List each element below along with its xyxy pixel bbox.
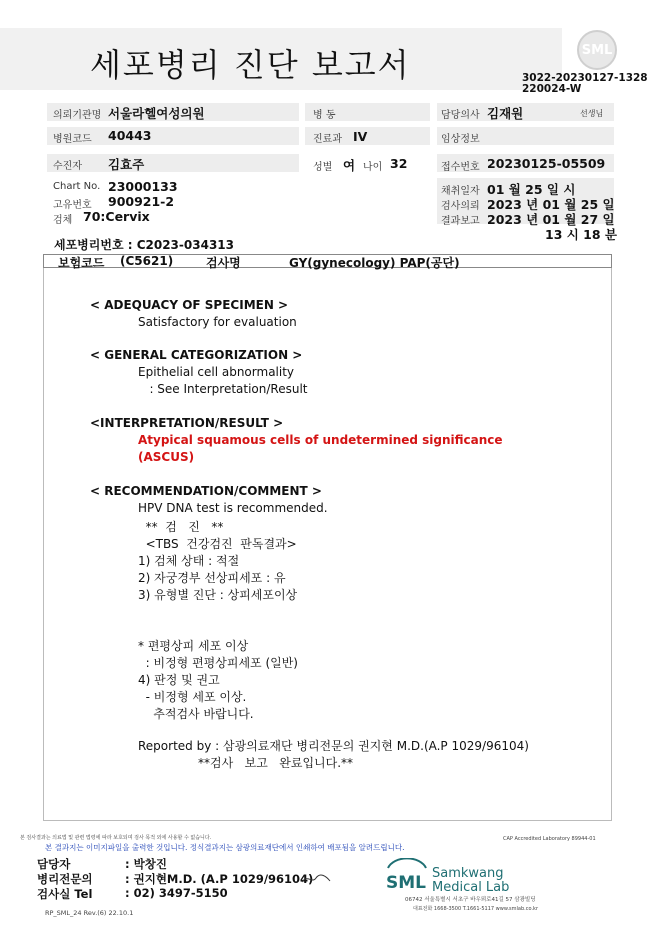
sex-label: 성별 [313, 162, 333, 173]
insurance-code-label: 보험코드 [58, 256, 105, 270]
page-title: 세포병리 진단 보고서 [90, 46, 411, 84]
tel-value: : 02) 3497-5150 [125, 886, 228, 900]
pathologist-label: 병리전문의 [37, 872, 93, 886]
contact: 대표전화 1668-3500 T.1661-5117 www.smlab.co.kr [413, 906, 538, 912]
sml-brand-logo-icon [384, 858, 430, 892]
collect-label: 채취일자 [441, 186, 480, 197]
test-name-label: 검사명 [206, 256, 241, 270]
ward-label: 병 동 [313, 110, 336, 121]
doctor-label: 담당의사 [441, 110, 480, 121]
address: 06742 서울특별시 서초구 바우뫼로41길 57 삼광빌딩 [405, 897, 536, 903]
pathology-number: 세포병리번호 : C2023-034313 [54, 238, 234, 252]
clinical-label: 임상정보 [441, 134, 480, 145]
collect-value: 01 월 25 일 시 [487, 182, 576, 197]
staff-value: : 박창진 [125, 857, 167, 871]
code-bar [43, 254, 612, 268]
specimen-label: 검체 [53, 215, 73, 226]
sml-logo-icon: SML [577, 30, 617, 70]
pathologist-value: : 권지현M.D. (A.P 1029/96104) [125, 872, 314, 886]
report-value: 2023 년 01 월 27 일 [487, 212, 615, 227]
request-label: 검사의뢰 [441, 201, 480, 212]
patient-label: 수진자 [53, 161, 82, 172]
doctor-suffix: 선생님 [580, 109, 604, 118]
shade [47, 154, 299, 172]
age-value: 32 [390, 156, 408, 171]
dept-label: 진료과 [313, 134, 342, 145]
brand-name-2: Medical Lab [432, 880, 510, 895]
hospcode-label: 병원코드 [53, 134, 92, 145]
age-label: 나이 [363, 162, 383, 173]
specimen-value: 70:Cervix [83, 209, 150, 224]
recommendation-line: 4) 판정 및 권고 [138, 673, 220, 687]
receipt-value: 20230125-05509 [487, 156, 606, 171]
id-value: 900921-2 [108, 194, 175, 209]
brand-name-1: Samkwang [432, 866, 504, 881]
report-time: 13 시 18 분 [545, 227, 617, 242]
general-text-2: : See Interpretation/Result [138, 382, 308, 396]
report-label: 결과보고 [441, 216, 480, 227]
recommendation-heading: < RECOMMENDATION/COMMENT > [90, 484, 322, 498]
insurance-code: (C5621) [120, 254, 174, 268]
result-frame [43, 254, 612, 821]
recommendation-line: - 비정형 세포 이상. [138, 690, 247, 704]
dept-value: IV [353, 129, 368, 144]
hospital-value: 서울라헬여성의원 [108, 106, 205, 121]
form-code: RP_SML_24 Rev.(6) 22.10.1 [45, 909, 134, 917]
signature-icon [300, 872, 332, 886]
test-name: GY(gynecology) PAP(공단) [289, 256, 460, 270]
patient-value: 김효주 [108, 157, 145, 172]
recommendation-line: HPV DNA test is recommended. [138, 501, 328, 515]
receipt-label: 접수번호 [441, 162, 480, 173]
recommendation-line: : 비정형 편평상피세포 (일반) [138, 656, 298, 670]
hospcode-value: 40443 [108, 128, 152, 143]
recommendation-line: 2) 자궁경부 선상피세포 : 유 [138, 571, 286, 585]
recommendation-line: 추적검사 바랍니다. [138, 707, 254, 721]
interpretation-result-2: (ASCUS) [138, 450, 195, 464]
adequacy-text: Satisfactory for evaluation [138, 315, 297, 329]
reported-by: Reported by : 삼광의료재단 병리전문의 권지현 M.D.(A.P 1029/96104) [138, 739, 529, 753]
chart-value: 23000133 [108, 179, 178, 194]
notice-line-1: 본 검사결과는 의료법 및 관련 법령에 따라 보호되며 검사 목적 외에 사용할 수 없습니다. [20, 835, 212, 841]
report-complete: **검사 보고 완료입니다.** [198, 756, 354, 770]
tel-label: 검사실 Tel [37, 887, 93, 901]
doctor-value: 김재원 [487, 106, 524, 121]
svg-text:SML: SML [386, 873, 426, 892]
recommendation-line: <TBS 건강검진 판독결과> [138, 537, 297, 551]
hospital-label: 의뢰기관명 [53, 110, 102, 121]
document-number: 3022-20230127-1328 220024-W [522, 72, 648, 95]
id-label: 고유번호 [53, 200, 92, 211]
interpretation-heading: <INTERPRETATION/RESULT > [90, 416, 284, 430]
sex-value: 여 [343, 158, 356, 173]
recommendation-line: 1) 검체 상태 : 적절 [138, 554, 240, 568]
cap-accreditation: CAP Accredited Laboratory 89944-01 [503, 836, 596, 842]
general-heading: < GENERAL CATEGORIZATION > [90, 348, 303, 362]
general-text-1: Epithelial cell abnormality [138, 365, 295, 379]
notice-line-2: 본 결과지는 이미지파일을 출력한 것입니다. 정식결과지는 삼광의료재단에서 인쇄하여 배포됨을 알려드립니다. [45, 843, 405, 852]
interpretation-result-1: Atypical squamous cells of undetermined significance [138, 433, 503, 447]
chart-label: Chart No. [53, 181, 101, 192]
adequacy-heading: < ADEQUACY OF SPECIMEN > [90, 298, 289, 312]
request-value: 2023 년 01 월 25 일 [487, 197, 615, 212]
recommendation-line: ** 검 진 ** [138, 520, 224, 534]
recommendation-line: 3) 유형별 진단 : 상피세포이상 [138, 588, 298, 602]
recommendation-line: * 편평상피 세포 이상 [138, 639, 249, 653]
staff-label: 담당자 [37, 857, 71, 871]
